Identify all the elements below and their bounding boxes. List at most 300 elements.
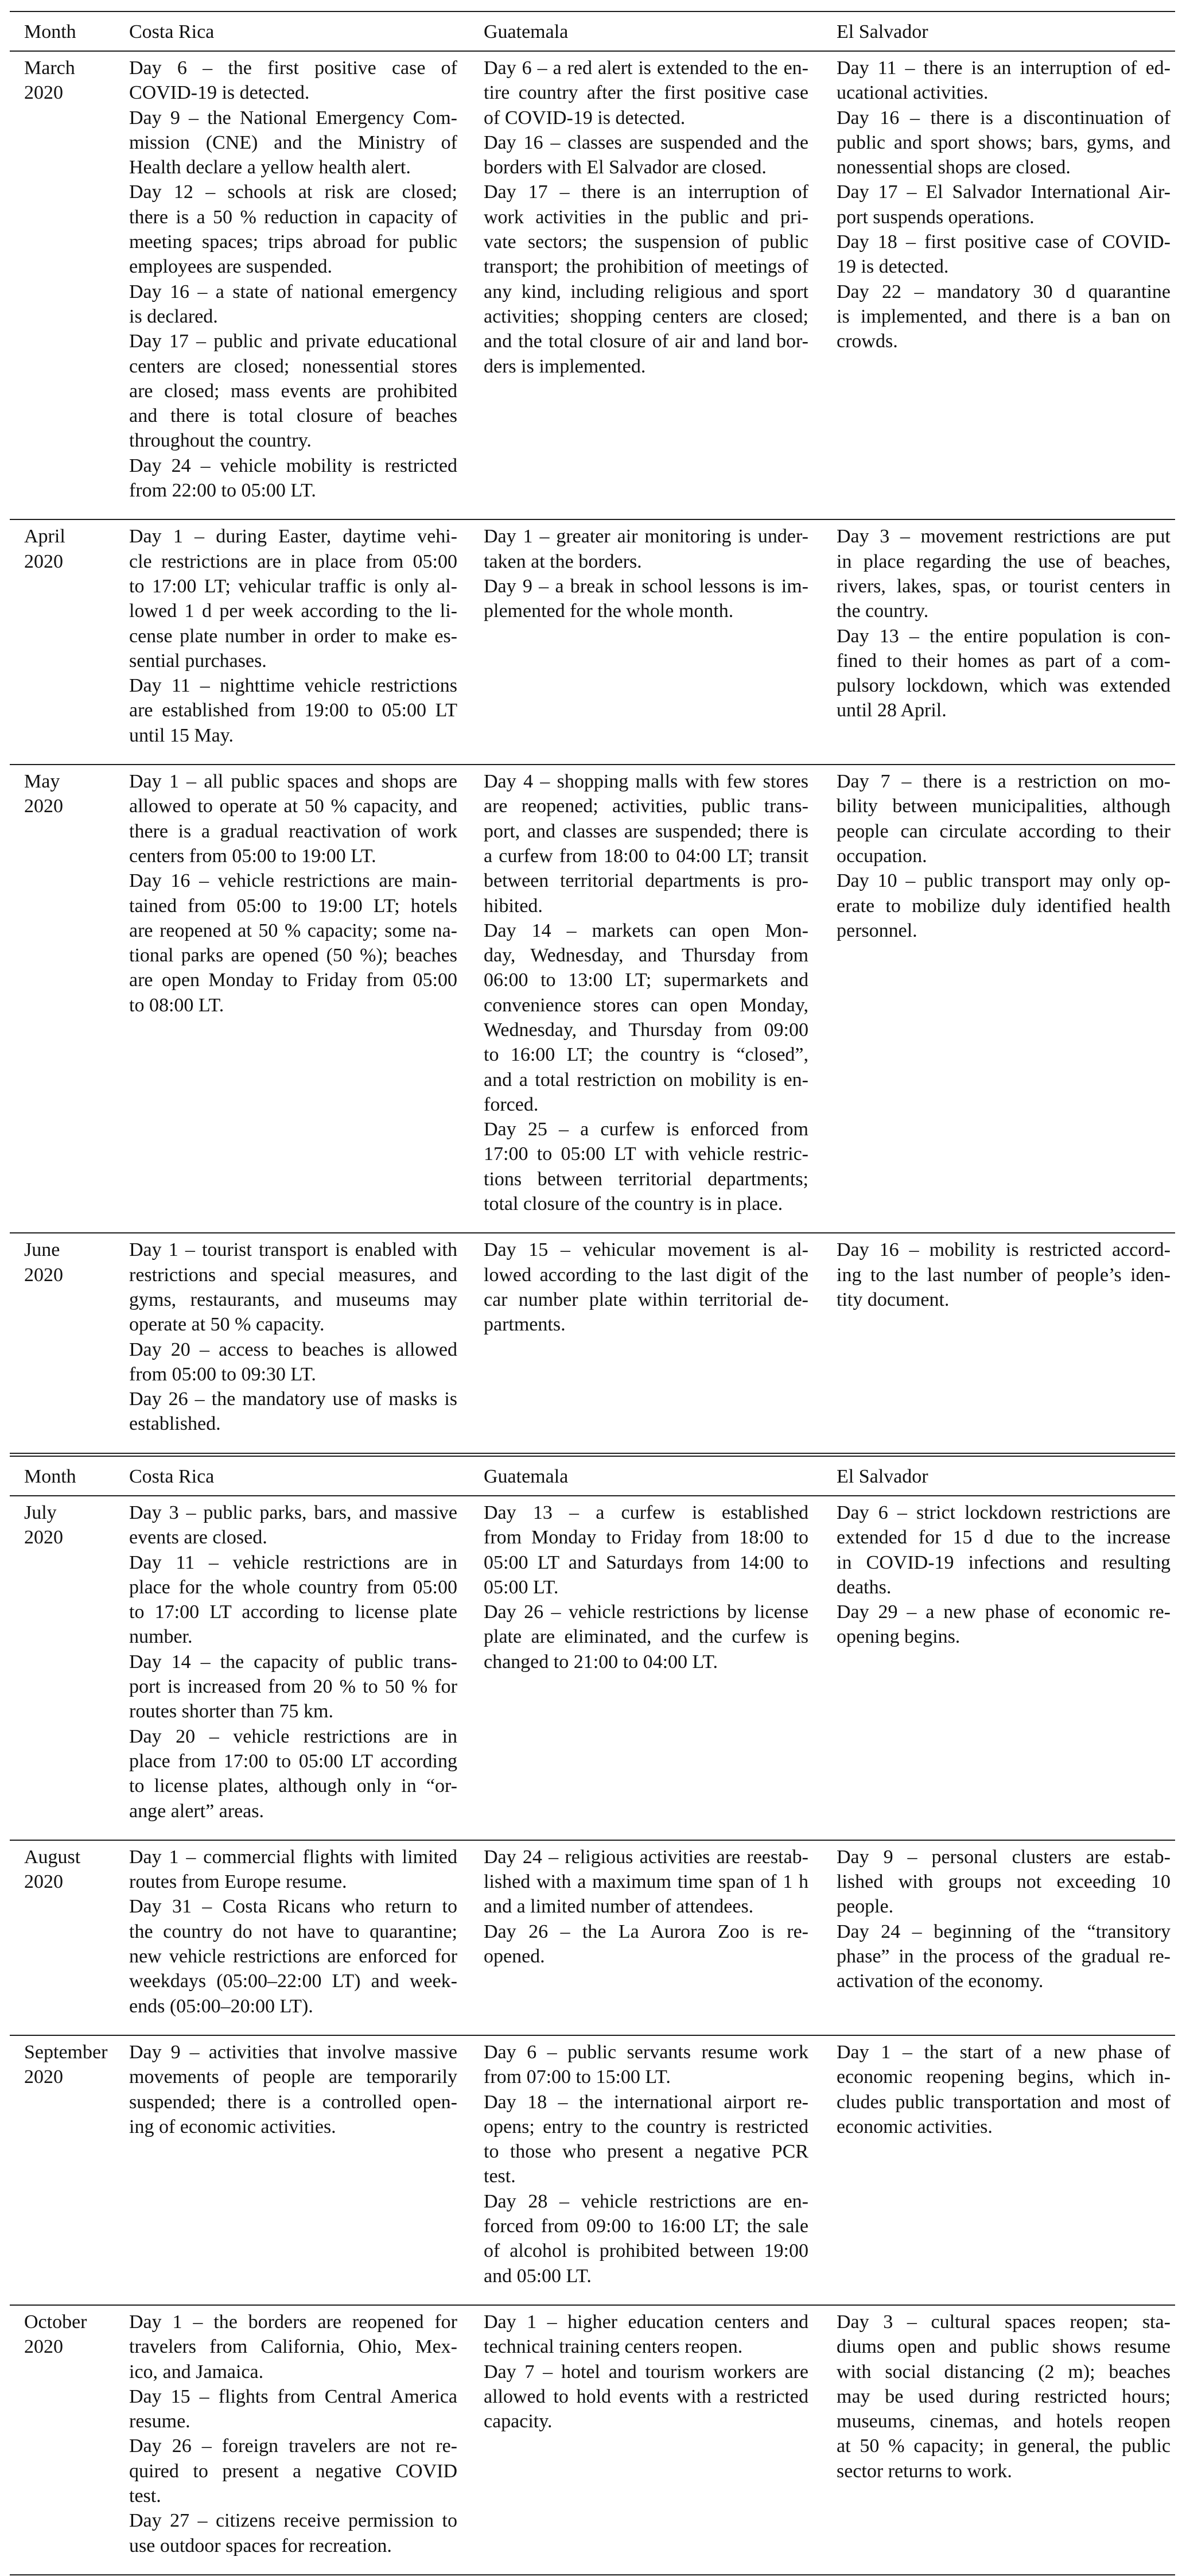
- entry-text-line: tained from 05:00 to 19:00 LT; hotels: [129, 895, 457, 917]
- restrictions-table: [10, 1456, 1175, 2575]
- entry-text-line: economic reopening begins, which in-: [837, 2066, 1171, 2088]
- entry-text-line: economic activities.: [837, 2116, 993, 2137]
- column-header-guatemala: Guatemala: [484, 1466, 569, 1487]
- entry-text-line: lowed according to the last digit of the: [484, 1264, 808, 1286]
- entry-text-line: ucational activities.: [837, 82, 989, 104]
- entry-text-line: Day 9 – a break in school lessons is im-: [484, 575, 808, 597]
- table-row: [10, 765, 1175, 1232]
- costa-rica-cell: [129, 2040, 457, 2288]
- entry-text-line: opens; entry to the country is restricted: [484, 2116, 808, 2137]
- entry-text-line: movements of people are temporarily: [129, 2066, 457, 2088]
- entry-text-line: deaths.: [837, 1576, 892, 1598]
- entry-text-line: centers are closed; nonessential stores: [129, 355, 457, 377]
- el-salvador-cell: [837, 2310, 1171, 2558]
- day-entry: [837, 624, 1171, 723]
- entry-text-line: technical training centers reopen.: [484, 2336, 743, 2358]
- entry-text-line: until 15 May.: [129, 724, 234, 746]
- table-row: [10, 1841, 1175, 2035]
- entry-text-line: quired to present a negative COVID: [129, 2460, 457, 2482]
- entry-text-line: ends (05:00–20:00 LT).: [129, 1995, 313, 2017]
- entry-text-line: sector returns to work.: [837, 2460, 1012, 2482]
- day-entry: [837, 868, 1171, 943]
- day-entry: [837, 106, 1171, 180]
- entry-text-line: work activities in the public and pri-: [484, 206, 808, 228]
- el-salvador-cell: [837, 1845, 1171, 2019]
- day-entry: [129, 1845, 457, 1895]
- month-label: 2020: [24, 1871, 63, 1893]
- entry-text-line: Day 1 – commercial flights with limited: [129, 1846, 457, 1868]
- month-cell: [10, 1845, 129, 2019]
- table-row: [10, 2306, 1175, 2574]
- column-gap: [457, 56, 484, 503]
- day-entry: [129, 106, 457, 180]
- table-header-row: [10, 1457, 1175, 1495]
- day-entry: [837, 180, 1171, 230]
- entry-text-line: place for the whole country from 05:00: [129, 1576, 457, 1598]
- column-gap: [808, 1500, 837, 1824]
- day-entry: [837, 1919, 1171, 1994]
- column-header-month: Month: [24, 1466, 76, 1487]
- entry-text-line: and the total closure of air and land bor-: [484, 331, 808, 352]
- table-row: [10, 52, 1175, 519]
- month-label: October: [24, 2311, 87, 2333]
- entry-text-line: from Monday to Friday from 18:00 to: [484, 1527, 808, 1549]
- entry-text-line: Day 1 – tourist transport is enabled with: [129, 1239, 457, 1261]
- guatemala-cell: [484, 1237, 808, 1436]
- column-gap: [808, 2310, 837, 2558]
- day-entry: [129, 180, 457, 279]
- entry-text-line: Day 14 – the capacity of public trans-: [129, 1651, 457, 1673]
- day-entry: [129, 280, 457, 329]
- day-entry: [837, 1237, 1171, 1312]
- guatemala-cell: [484, 1500, 808, 1824]
- entry-text-line: Day 1 – the borders are reopened for: [129, 2311, 457, 2333]
- entry-text-line: opening begins.: [837, 1626, 961, 1648]
- entry-text-line: and 05:00 LT.: [484, 2265, 592, 2287]
- entry-text-line: Day 16 – a state of national emergency: [129, 281, 457, 302]
- entry-text-line: transport; the prohibition of meetings of: [484, 256, 808, 278]
- entry-text-line: 06:00 to 13:00 LT; supermarkets and: [484, 969, 808, 991]
- entry-text-line: Day 1 – all public spaces and shops are: [129, 771, 457, 793]
- month-label: August: [24, 1846, 81, 1868]
- month-label: 2020: [24, 1264, 63, 1286]
- entry-text-line: operate at 50 % capacity.: [129, 1314, 325, 1336]
- entry-text-line: from 07:00 to 15:00 LT.: [484, 2066, 671, 2088]
- guatemala-cell: [484, 56, 808, 503]
- day-entry: [129, 1650, 457, 1724]
- entry-text-line: Day 9 – the National Emergency Com-: [129, 107, 457, 129]
- entry-text-line: Day 15 – flights from Central America: [129, 2385, 457, 2407]
- entry-text-line: Health declare a yellow health alert.: [129, 157, 411, 179]
- day-entry: [484, 1237, 808, 1337]
- day-entry: [837, 524, 1171, 623]
- entry-text-line: opened.: [484, 1946, 545, 1968]
- day-entry: [837, 1500, 1171, 1600]
- entry-text-line: Day 3 – public parks, bars, and massive: [129, 1502, 457, 1523]
- entry-text-line: nonessential shops are closed.: [837, 157, 1071, 179]
- column-gap: [457, 2310, 484, 2558]
- costa-rica-cell: [129, 524, 457, 748]
- day-entry: [129, 2508, 457, 2558]
- entry-text-line: Day 17 – El Salvador International Air-: [837, 181, 1171, 203]
- entry-text-line: capacity.: [484, 2411, 553, 2433]
- entry-text-line: of alcohol is prohibited between 19:00: [484, 2240, 808, 2262]
- day-entry: [129, 1237, 457, 1337]
- entry-text-line: partments.: [484, 1314, 566, 1336]
- entry-text-line: ders is implemented.: [484, 355, 646, 377]
- day-entry: [129, 2434, 457, 2508]
- costa-rica-cell: [129, 1237, 457, 1436]
- entry-text-line: Day 6 – a red alert is extended to the en-: [484, 57, 808, 79]
- month-cell: [10, 2310, 129, 2558]
- day-entry: [129, 673, 457, 748]
- entry-text-line: convenience stores can open Monday,: [484, 994, 808, 1016]
- entry-text-line: vate sectors; the suspension of public: [484, 231, 808, 253]
- entry-text-line: Day 13 – the entire population is con-: [837, 625, 1171, 647]
- entry-text-line: Day 13 – a curfew is established: [484, 1502, 808, 1523]
- month-label: 2020: [24, 550, 63, 572]
- entry-text-line: Day 11 – vehicle restrictions are in: [129, 1551, 457, 1573]
- day-entry: [484, 2040, 808, 2090]
- entry-text-line: Day 3 – cultural spaces reopen; sta-: [837, 2311, 1171, 2333]
- entry-text-line: to 16:00 LT; the country is “closed”,: [484, 1044, 808, 1066]
- entry-text-line: port, and classes are suspended; there is: [484, 820, 808, 842]
- entry-text-line: public and sport shows; bars, gyms, and: [837, 131, 1171, 153]
- entry-text-line: personnel.: [837, 920, 917, 941]
- entry-text-line: lowed 1 d per week according to the li-: [129, 600, 457, 622]
- column-gap: [457, 769, 484, 1216]
- entry-text-line: use outdoor spaces for recreation.: [129, 2535, 392, 2556]
- entry-text-line: Wednesday, and Thursday from 09:00: [484, 1019, 808, 1041]
- entry-text-line: bility between municipalities, although: [837, 796, 1171, 817]
- entry-text-line: pulsory lockdown, which was extended: [837, 675, 1171, 697]
- entry-text-line: port suspends operations.: [837, 206, 1035, 228]
- bottom-rule: [10, 1453, 1175, 1454]
- month-label: March: [24, 57, 75, 79]
- day-entry: [484, 2189, 808, 2288]
- day-entry: [129, 1387, 457, 1437]
- column-gap: [808, 1845, 837, 2019]
- column-header-guatemala: Guatemala: [484, 21, 569, 42]
- entry-text-line: centers from 05:00 to 19:00 LT.: [129, 845, 376, 867]
- entry-text-line: plemented for the whole month.: [484, 600, 734, 622]
- entry-text-line: Day 6 – the first positive case of: [129, 57, 457, 79]
- entry-text-line: there is a gradual reactivation of work: [129, 820, 457, 842]
- entry-text-line: lished with a maximum time span of 1 h: [484, 1871, 808, 1893]
- entry-text-line: in place regarding the use of beaches,: [837, 550, 1171, 572]
- entry-text-line: the country.: [837, 600, 929, 622]
- entry-text-line: to 17:00 LT according to license plate: [129, 1601, 457, 1623]
- column-gap: [808, 524, 837, 748]
- entry-text-line: events are closed.: [129, 1527, 267, 1549]
- entry-text-line: tity document.: [837, 1289, 950, 1310]
- day-entry: [129, 2310, 457, 2384]
- entry-text-line: day, Wednesday, and Thursday from: [484, 945, 808, 967]
- entry-text-line: Day 10 – public transport may only op-: [837, 870, 1171, 892]
- el-salvador-cell: [837, 1237, 1171, 1436]
- el-salvador-cell: [837, 1500, 1171, 1824]
- entry-text-line: Day 28 – vehicle restrictions are en-: [484, 2190, 808, 2212]
- month-cell: [10, 2040, 129, 2288]
- day-entry: [484, 1117, 808, 1216]
- column-header-el-salvador: El Salvador: [837, 21, 928, 42]
- day-entry: [484, 130, 808, 180]
- day-entry: [129, 1724, 457, 1824]
- entry-text-line: Day 16 – classes are suspended and the: [484, 131, 808, 153]
- day-entry: [484, 1500, 808, 1600]
- entry-text-line: Day 26 – vehicle restrictions by license: [484, 1601, 808, 1623]
- day-entry: [129, 2040, 457, 2139]
- table-row: [10, 1496, 1175, 1840]
- entry-text-line: tional parks are opened (50 %); beaches: [129, 945, 457, 967]
- guatemala-cell: [484, 769, 808, 1216]
- entry-text-line: tire country after the first positive case: [484, 82, 808, 104]
- column-header-el-salvador: El Salvador: [837, 1466, 928, 1487]
- day-entry: [129, 1500, 457, 1550]
- month-label: 2020: [24, 1527, 63, 1549]
- costa-rica-cell: [129, 2310, 457, 2558]
- entry-text-line: tions between territorial departments;: [484, 1168, 808, 1190]
- entry-text-line: Day 29 – a new phase of economic re-: [837, 1601, 1171, 1623]
- column-header-month: Month: [24, 21, 76, 42]
- column-gap: [457, 1464, 484, 1495]
- costa-rica-cell: [129, 1500, 457, 1824]
- entry-text-line: allowed to operate at 50 % capacity, and: [129, 796, 457, 817]
- column-gap: [808, 20, 837, 51]
- day-entry: [484, 1919, 808, 1969]
- entry-text-line: suspended; there is a controlled open-: [129, 2091, 457, 2113]
- costa-rica-cell: [129, 1845, 457, 2019]
- entry-text-line: diums open and public shows resume: [837, 2336, 1171, 2358]
- entry-text-line: to 08:00 LT.: [129, 994, 224, 1016]
- day-entry: [837, 230, 1171, 280]
- entry-text-line: Day 16 – vehicle restrictions are main-: [129, 870, 457, 892]
- guatemala-cell: [484, 2040, 808, 2288]
- day-entry: [484, 524, 808, 574]
- column-gap: [808, 1464, 837, 1495]
- day-entry: [837, 280, 1171, 354]
- column-gap: [808, 2040, 837, 2288]
- costa-rica-cell: [129, 769, 457, 1216]
- day-entry: [484, 2360, 808, 2434]
- entry-text-line: people.: [837, 1896, 894, 1918]
- month-label: 2020: [24, 82, 63, 104]
- entry-text-line: are closed; mass events are prohibited: [129, 380, 457, 402]
- entry-text-line: Day 27 – citizens receive permission to: [129, 2510, 457, 2532]
- entry-text-line: travelers from California, Ohio, Mex-: [129, 2336, 457, 2358]
- day-entry: [129, 1337, 457, 1387]
- entry-text-line: fined to their homes as part of a com-: [837, 650, 1171, 672]
- entry-text-line: Day 24 – religious activities are reestab-: [484, 1846, 808, 1868]
- table-header-row: [10, 12, 1175, 51]
- entry-text-line: Day 26 – the mandatory use of masks is: [129, 1388, 457, 1410]
- entry-text-line: with social distancing (2 m); beaches: [837, 2361, 1171, 2383]
- day-entry: [129, 868, 457, 1018]
- month-label: May: [24, 771, 60, 793]
- entry-text-line: Day 12 – schools at risk are closed;: [129, 181, 457, 203]
- el-salvador-cell: [837, 56, 1171, 503]
- entry-text-line: is declared.: [129, 305, 218, 327]
- month-cell: [10, 524, 129, 748]
- entry-text-line: plate are eliminated, and the curfew is: [484, 1626, 808, 1648]
- el-salvador-cell: [837, 769, 1171, 1216]
- entry-text-line: Day 24 – vehicle mobility is restricted: [129, 455, 457, 476]
- column-gap: [457, 2040, 484, 2288]
- entry-text-line: erate to mobilize duly identified health: [837, 895, 1171, 917]
- entry-text-line: is implemented, and there is a ban on: [837, 305, 1171, 327]
- costa-rica-cell: [129, 56, 457, 503]
- day-entry: [484, 769, 808, 918]
- entry-text-line: there is a 50 % reduction in capacity of: [129, 206, 457, 228]
- entry-text-line: routes from Europe resume.: [129, 1871, 347, 1893]
- entry-text-line: rivers, lakes, spas, or tourist centers in: [837, 575, 1171, 597]
- entry-text-line: hibited.: [484, 895, 543, 917]
- entry-text-line: Day 3 – movement restrictions are put: [837, 526, 1171, 548]
- entry-text-line: Day 20 – vehicle restrictions are in: [129, 1725, 457, 1747]
- entry-text-line: Day 7 – there is a restriction on mo-: [837, 771, 1171, 793]
- entry-text-line: resume.: [129, 2411, 190, 2433]
- day-entry: [837, 1600, 1171, 1650]
- entry-text-line: mission (CNE) and the Ministry of: [129, 131, 457, 153]
- month-cell: [10, 56, 129, 503]
- month-label: 2020: [24, 2066, 63, 2088]
- entry-text-line: may be used during restricted hours;: [837, 2385, 1171, 2407]
- entry-text-line: and a limited number of attendees.: [484, 1896, 754, 1918]
- day-entry: [484, 1845, 808, 1919]
- entry-text-line: people can circulate according to their: [837, 820, 1171, 842]
- entry-text-line: sential purchases.: [129, 650, 267, 672]
- day-entry: [837, 2310, 1171, 2484]
- entry-text-line: meeting spaces; trips abroad for public: [129, 231, 457, 253]
- day-entry: [129, 2384, 457, 2434]
- column-gap: [457, 1845, 484, 2019]
- entry-text-line: Day 24 – beginning of the “transitory: [837, 1921, 1171, 1942]
- entry-text-line: Day 15 – vehicular movement is al-: [484, 1239, 808, 1261]
- entry-text-line: allowed to hold events with a restricted: [484, 2385, 808, 2407]
- el-salvador-cell: [837, 2040, 1171, 2288]
- entry-text-line: ico, and Jamaica.: [129, 2361, 264, 2383]
- entry-text-line: Day 1 – higher education centers and: [484, 2311, 808, 2333]
- entry-text-line: and a total restriction on mobility is en-: [484, 1069, 808, 1091]
- table-row: [10, 2036, 1175, 2305]
- entry-text-line: ing of economic activities.: [129, 2116, 336, 2137]
- bottom-rule: [10, 2574, 1175, 2575]
- entry-text-line: Day 14 – markets can open Mon-: [484, 920, 808, 941]
- day-entry: [129, 524, 457, 673]
- entry-text-line: a curfew from 18:00 to 04:00 LT; transit: [484, 845, 808, 867]
- entry-text-line: until 28 April.: [837, 700, 947, 721]
- month-label: September: [24, 2041, 108, 2063]
- entry-text-line: 17:00 to 05:00 LT with vehicle restric-: [484, 1143, 808, 1165]
- entry-text-line: Day 9 – activities that involve massive: [129, 2041, 457, 2063]
- entry-text-line: are reopened; activities, public trans-: [484, 796, 808, 817]
- entry-text-line: test.: [129, 2485, 161, 2507]
- day-entry: [129, 453, 457, 503]
- entry-text-line: car number plate within territorial de-: [484, 1289, 808, 1310]
- day-entry: [129, 56, 457, 106]
- entry-text-line: Day 1 – during Easter, daytime vehi-: [129, 526, 457, 548]
- entry-text-line: Day 1 – greater air monitoring is under-: [484, 526, 808, 548]
- entry-text-line: to license plates, although only in “or-: [129, 1775, 457, 1797]
- entry-text-line: are established from 19:00 to 05:00 LT: [129, 700, 457, 721]
- entry-text-line: Day 1 – the start of a new phase of: [837, 2041, 1171, 2063]
- entry-text-line: COVID-19 is detected.: [129, 82, 310, 104]
- column-gap: [457, 20, 484, 51]
- entry-text-line: Day 11 – there is an interruption of ed-: [837, 57, 1171, 79]
- entry-text-line: museums, cinemas, and hotels reopen: [837, 2411, 1171, 2433]
- month-cell: [10, 769, 129, 1216]
- entry-text-line: the country do not have to quarantine;: [129, 1921, 457, 1942]
- entry-text-line: 05:00 LT and Saturdays from 14:00 to: [484, 1551, 808, 1573]
- column-gap: [808, 769, 837, 1216]
- entry-text-line: number.: [129, 1626, 193, 1648]
- entry-text-line: activation of the economy.: [837, 1970, 1044, 1992]
- entry-text-line: total closure of the country is in place.: [484, 1193, 783, 1215]
- entry-text-line: to those who present a negative PCR: [484, 2141, 808, 2163]
- day-entry: [484, 1600, 808, 1674]
- day-entry: [484, 56, 808, 130]
- entry-text-line: crowds.: [837, 331, 898, 352]
- entry-text-line: forced.: [484, 1093, 539, 1115]
- entry-text-line: new vehicle restrictions are enforced for: [129, 1946, 457, 1968]
- entry-text-line: from 05:00 to 09:30 LT.: [129, 1363, 316, 1385]
- entry-text-line: place from 17:00 to 05:00 LT according: [129, 1750, 457, 1772]
- entry-text-line: cludes public transportation and most of: [837, 2091, 1171, 2113]
- month-label: 2020: [24, 2336, 63, 2358]
- entry-text-line: are reopened at 50 % capacity; some na-: [129, 920, 457, 941]
- entry-text-line: Day 25 – a curfew is enforced from: [484, 1119, 808, 1140]
- entry-text-line: routes shorter than 75 km.: [129, 1701, 333, 1722]
- entry-text-line: borders with El Salvador are closed.: [484, 157, 767, 179]
- day-entry: [837, 769, 1171, 868]
- el-salvador-cell: [837, 524, 1171, 748]
- entry-text-line: ing to the last number of people’s iden-: [837, 1264, 1171, 1286]
- entry-text-line: Day 20 – access to beaches is allowed: [129, 1339, 457, 1360]
- entry-text-line: forced from 09:00 to 16:00 LT; the sale: [484, 2216, 808, 2237]
- column-gap: [808, 1237, 837, 1436]
- day-entry: [837, 2040, 1171, 2139]
- day-entry: [129, 769, 457, 868]
- day-entry: [129, 1894, 457, 2018]
- entry-text-line: taken at the borders.: [484, 550, 642, 572]
- month-label: June: [24, 1239, 60, 1261]
- entry-text-line: port is increased from 20 % to 50 % for: [129, 1676, 457, 1698]
- entry-text-line: changed to 21:00 to 04:00 LT.: [484, 1651, 718, 1673]
- entry-text-line: Day 7 – hotel and tourism workers are: [484, 2361, 808, 2383]
- column-gap: [457, 524, 484, 748]
- entry-text-line: phase” in the process of the gradual re-: [837, 1946, 1171, 1968]
- table-row: [10, 1233, 1175, 1452]
- entry-text-line: lished with groups not exceeding 10: [837, 1871, 1171, 1893]
- entry-text-line: Day 6 – strict lockdown restrictions are: [837, 1502, 1171, 1523]
- entry-text-line: activities; shopping centers are closed;: [484, 305, 808, 327]
- entry-text-line: extended for 15 d due to the increase: [837, 1527, 1171, 1549]
- entry-text-line: between territorial departments is pro-: [484, 870, 808, 892]
- entry-text-line: Day 11 – nighttime vehicle restrictions: [129, 675, 457, 697]
- day-entry: [837, 56, 1171, 106]
- day-entry: [837, 1845, 1171, 1919]
- restrictions-table: [10, 11, 1175, 1454]
- entry-text-line: employees are suspended.: [129, 256, 333, 278]
- entry-text-line: any kind, including religious and sport: [484, 281, 808, 302]
- entry-text-line: cense plate number in order to make es-: [129, 625, 457, 647]
- entry-text-line: Day 26 – the La Aurora Zoo is re-: [484, 1921, 808, 1942]
- month-label: 2020: [24, 796, 63, 817]
- entry-text-line: Day 4 – shopping malls with few stores: [484, 771, 808, 793]
- day-entry: [484, 918, 808, 1117]
- month-cell: [10, 1500, 129, 1824]
- day-entry: [484, 2090, 808, 2189]
